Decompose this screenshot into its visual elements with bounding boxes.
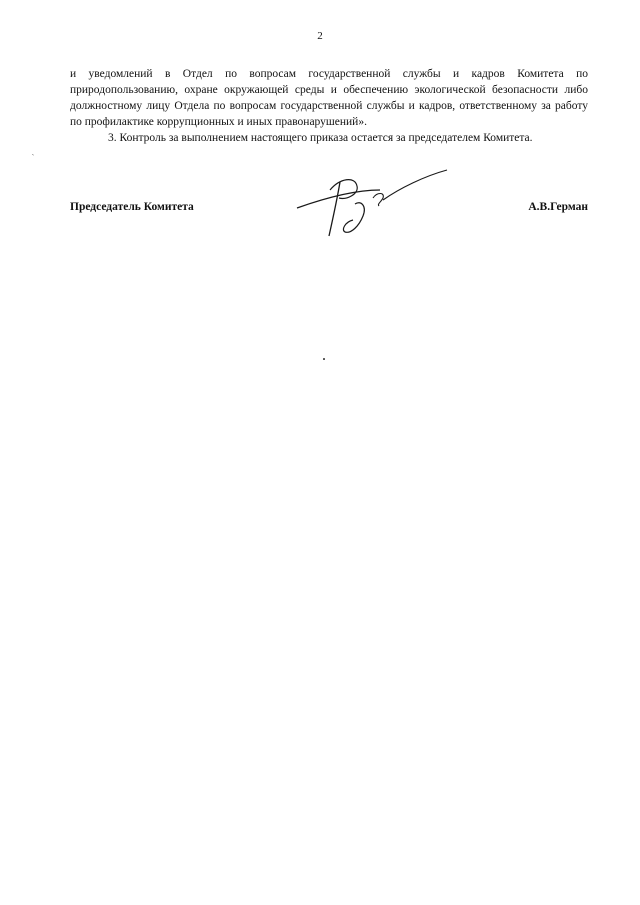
- signer-name: А.В.Герман: [528, 201, 588, 213]
- scan-dust-dot: [323, 358, 325, 360]
- signer-title: Председатель Комитета: [70, 201, 194, 213]
- paragraph-item-3: 3. Контроль за выполнением настоящего приказа остается за председателем Комитета.: [108, 132, 533, 144]
- page-number: 2: [317, 30, 323, 42]
- scan-artifact-mark: ‵: [32, 153, 34, 162]
- paragraph-continuation: и уведомлений в Отдел по вопросам государственной службы и кадров Комитета по природопользованию, охране окружающей среды и обеспечению экологической безопасности либо должностному лицу Отдела по вопросам государственной службы и кадров, ответственному за работу по профилактике коррупционных и иных правонарушений».: [70, 68, 588, 128]
- signature-block: [70, 195, 588, 235]
- document-body: [70, 66, 588, 146]
